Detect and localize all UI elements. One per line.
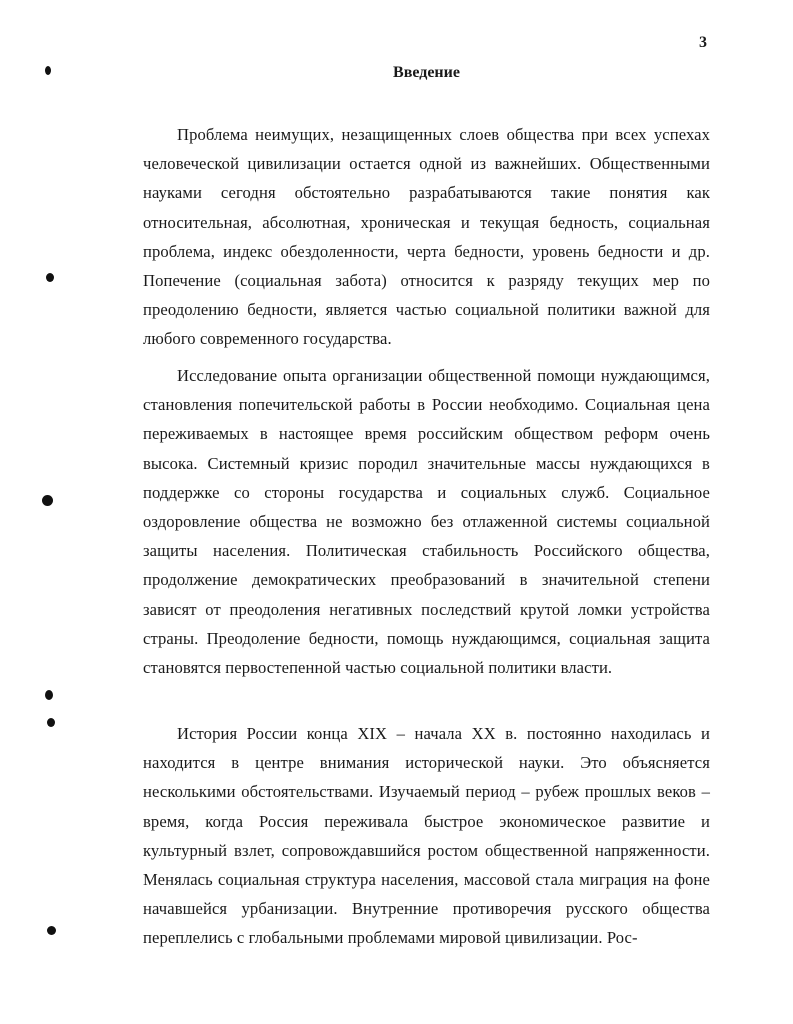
binding-hole-mark [42,495,53,506]
binding-hole-mark [46,273,54,282]
paragraph-1: Проблема неимущих, незащищенных слоев общества при всех успехах человеческой цивилизации остается одной из важнейших. Общественными науками сегодня обстоятельно разрабатываются такие понятия как относительная, абсолютная, хроническая и текущая бедность, социальная проблема, индекс обездоленности, черта бедности, уровень бедности и др. Попечение (социальная забота) относится к разряду текущих мер по преодолению бедности, является частью социальной политики важной для любого современного государства. [143,125,710,349]
paragraph-3: История России конца XIX – начала XX в. постоянно находилась и находится в центре внимания исторической науки. Это объясняется несколькими обстоятельствами. Изучаемый период – рубеж прошлых веков – время, когда Россия переживала быстрое экономическое развитие и культурный взлет, сопровождавшийся ростом общественной напряженности. Менялась социальная структура населения, массовой стала миграция на фоне начавшейся урбанизации. Внутренние противоречия русского общества переплелись с глобальными проблемами мировой цивилизации. Рос- [143,724,710,948]
paragraph-2: Исследование опыта организации общественной помощи нуждающимся, становления попечительской работы в России необходимо. Социальная цена переживаемых в настоящее время российским обществом реформ очень высока. Системный кризис породил значительные массы нуждающихся в поддержке со стороны государства и социальных служб. Социальное оздоровление общества не возможно без отлаженной системы социальной защиты населения. Политическая стабильность Российского общества, продолжение демократических преобразований в значительной степени зависят от преодоления негативных последствий крутой ломки устройства страны. Преодоление бедности, помощь нуждающимся, социальная защита становятся первостепенной частью социальной политики власти. [143,366,710,678]
binding-hole-mark [47,718,55,727]
binding-hole-mark [45,690,53,700]
page-title: Введение [393,64,460,81]
binding-hole-mark [47,926,56,935]
page-number: 3 [699,34,707,51]
